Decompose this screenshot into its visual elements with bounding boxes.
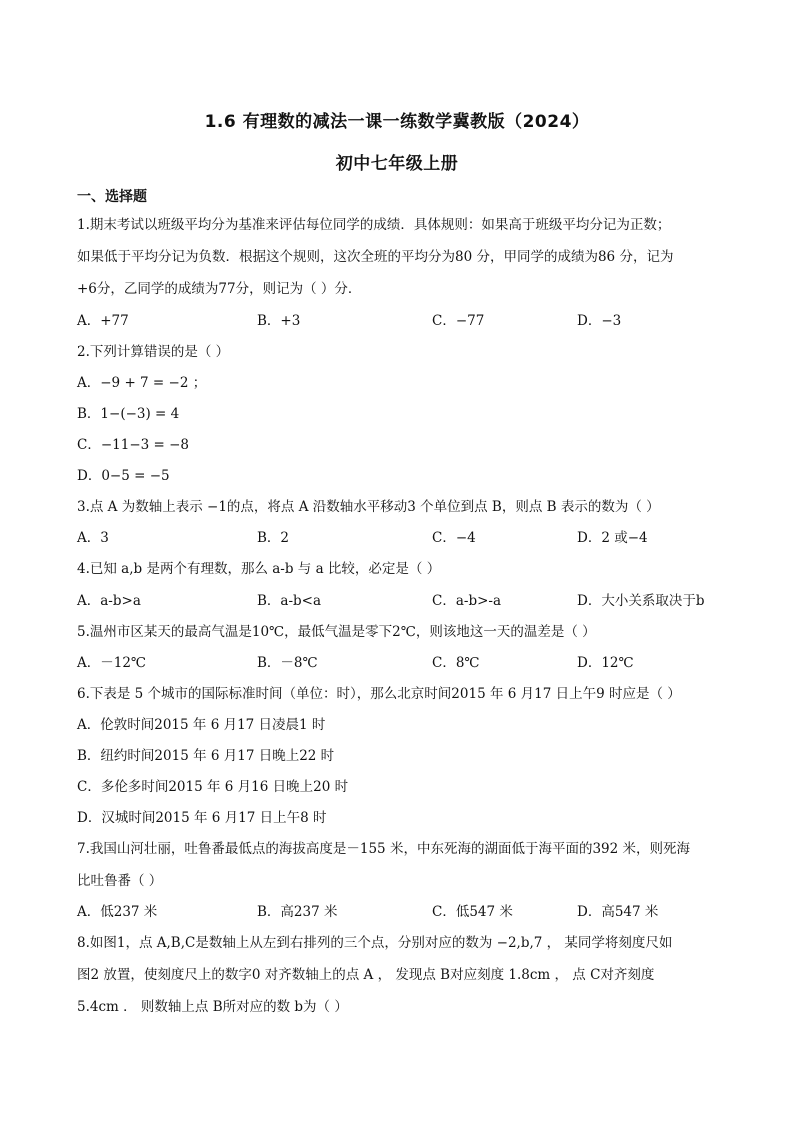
question-7-line-1: 7.我国山河壮丽，吐鲁番最低点的海拔高度是－155 米，中东死海的湖面低于海平面的392 米，则死海 [77, 841, 690, 857]
question-1-option-a: A．+77 [77, 313, 129, 329]
question-4-options [77, 592, 727, 610]
question-2-option-a: A．−9 + 7 = −2 ； [77, 375, 207, 391]
question-7-option-d: D．高547 米 [577, 904, 659, 920]
question-3-option-d: D．2 或−4 [577, 530, 648, 546]
question-6-option-a: A．伦敦时间2015 年 6 月17 日凌晨1 时 [77, 717, 326, 733]
question-8-line-2: 图2 放置，使刻度尺上的数字0 对齐数轴上的点 A ， 发现点 B对应刻度 1.8cm ， 点 C对齐刻度 [77, 967, 655, 983]
document-subtitle: 初中七年级上册 [335, 154, 459, 174]
question-1-option-d: D．−3 [577, 313, 622, 329]
question-4-option-d: D．大小关系取决于b [577, 593, 705, 609]
question-3-option-c: C．−4 [432, 530, 476, 546]
question-6-option-d: D．汉城时间2015 年 6 月17 日上午8 时 [77, 810, 327, 826]
question-5-option-c: C．8℃ [432, 655, 480, 671]
question-5-options [77, 654, 727, 672]
question-1-line-1: 1.期末考试以班级平均分为基准来评估每位同学的成绩．具体规则：如果高于班级平均分记为正数； [77, 217, 671, 233]
section-heading: 一、选择题 [77, 189, 147, 205]
question-4-option-a: A．a-b>a [77, 593, 141, 609]
document-title: 1.6 有理数的减法一课一练数学冀教版（2024） [204, 112, 590, 132]
question-6-option-c: C．多伦多时间2015 年 6 月16 日晚上20 时 [77, 779, 349, 795]
question-7-option-c: C．低547 米 [432, 904, 513, 920]
question-4-option-b: B．a-b<a [257, 593, 322, 609]
question-4-option-c: C．a-b>-a [432, 593, 502, 609]
question-5-option-b: B．－8℃ [257, 655, 318, 671]
question-2-option-d: D．0−5 = −5 [77, 468, 170, 484]
question-3-option-a: A．3 [77, 530, 109, 546]
question-8-line-3: 5.4cm ． 则数轴上点 B所对应的数 b为（ ） [77, 999, 348, 1015]
question-7-option-b: B．高237 米 [257, 904, 338, 920]
question-6-option-b: B．纽约时间2015 年 6 月17 日晚上22 时 [77, 748, 335, 764]
question-3-option-b: B．2 [257, 530, 290, 546]
question-2-option-b: B．1−(−3) = 4 [77, 406, 180, 422]
question-3-line-1: 3.点 A 为数轴上表示 −1的点，将点 A 沿数轴水平移动3 个单位到点 B，则点 B 表示的数为（ ） [77, 499, 660, 515]
question-6-line-1: 6.下表是 5 个城市的国际标准时间（单位：时），那么北京时间2015 年 6 月17 日上午9 时应是（ ） [77, 686, 681, 702]
question-1-option-b: B．+3 [257, 313, 301, 329]
question-5-line-1: 5.温州市区某天的最高气温是10℃，最低气温是零下2℃，则该地这一天的温差是（ ） [77, 624, 596, 640]
question-5-option-a: A．－12℃ [77, 655, 147, 671]
question-2-line-1: 2.下列计算错误的是（ ） [77, 344, 230, 360]
question-1-option-c: C．−77 [432, 313, 485, 329]
question-1-line-2: 如果低于平均分记为负数．根据这个规则，这次全班的平均分为80 分，甲同学的成绩为86 分，记为 [77, 249, 674, 265]
question-2-option-c: C．−11−3 = −8 [77, 437, 190, 453]
question-1-line-3: +6分，乙同学的成绩为77分，则记为（ ）分． [77, 281, 362, 297]
question-8-line-1: 8.如图1，点 A,B,C是数轴上从左到右排列的三个点，分别对应的数为 −2,b,7 ， 某同学将刻度尺如 [77, 935, 673, 951]
question-3-options [77, 529, 727, 547]
question-7-option-a: A．低237 米 [77, 904, 158, 920]
question-7-line-2: 比吐鲁番（ ） [77, 873, 163, 889]
question-7-options [77, 903, 727, 921]
question-1-options [77, 312, 727, 330]
question-4-line-1: 4.已知 a,b 是两个有理数，那么 a-b 与 a 比较，必定是（ ） [77, 561, 441, 577]
question-5-option-d: D．12℃ [577, 655, 634, 671]
